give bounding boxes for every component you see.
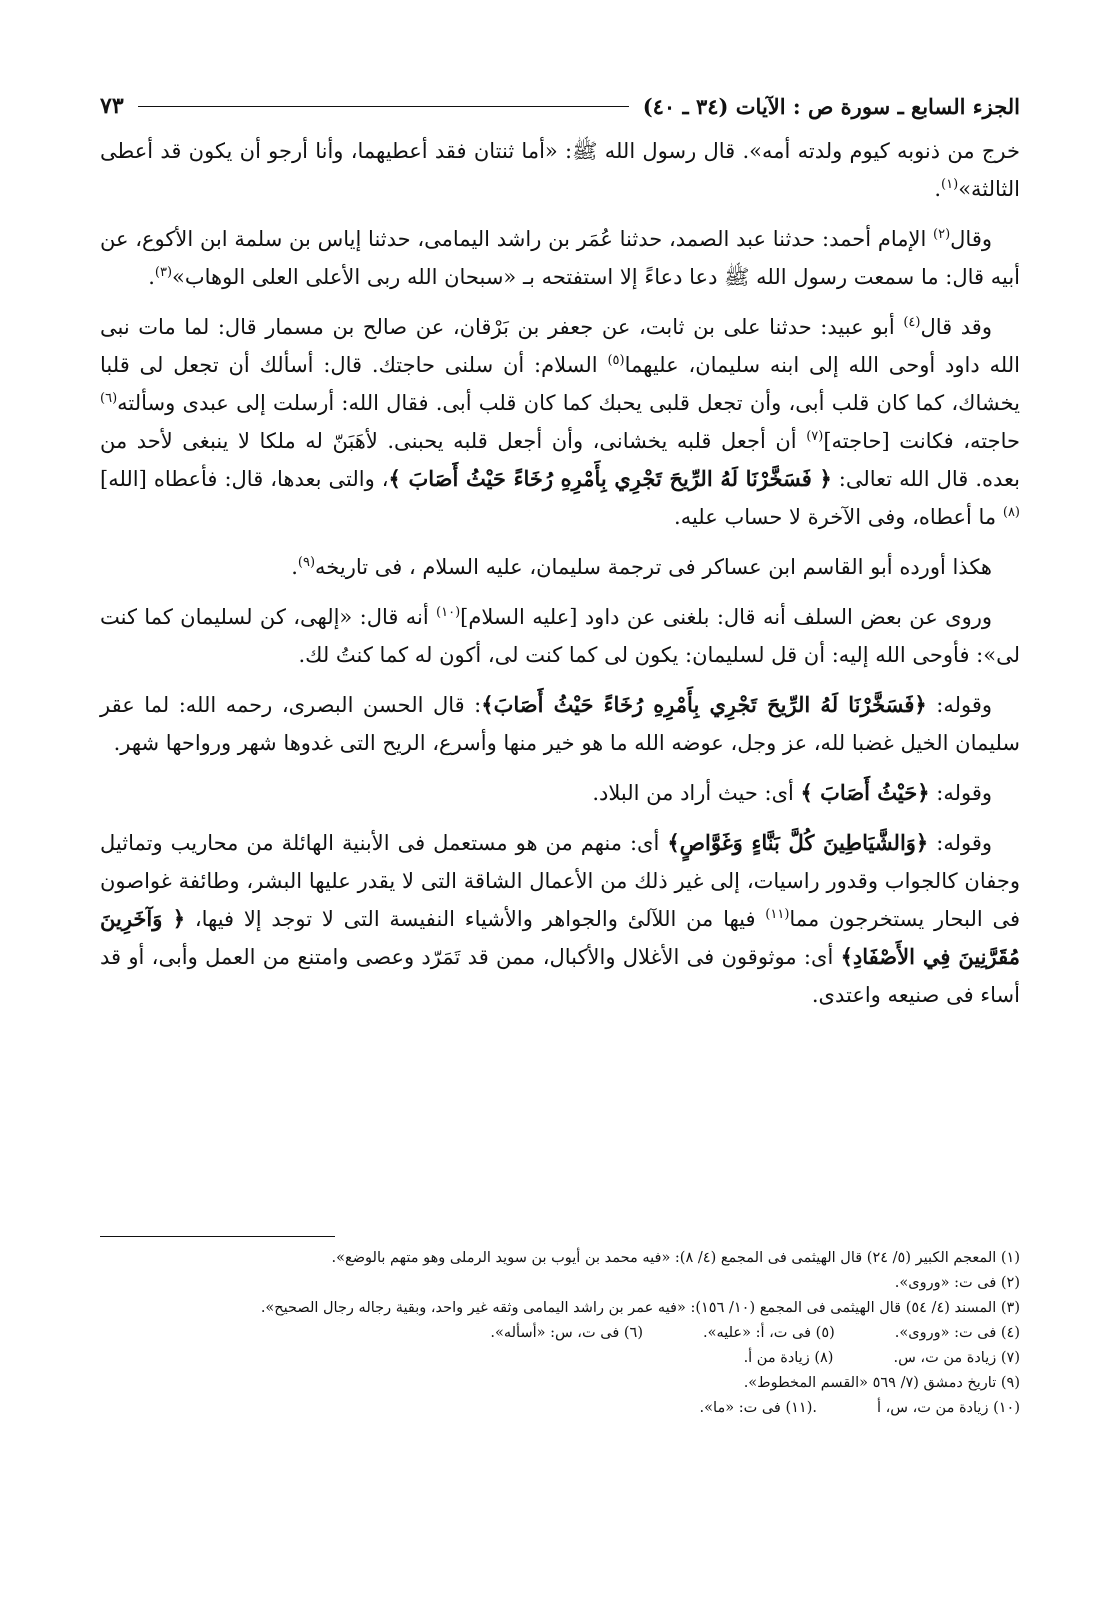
page-number: ٧٣ bbox=[100, 93, 124, 119]
text-segment: وقوله: bbox=[929, 781, 992, 805]
footnote-ref: (٧) bbox=[806, 429, 824, 444]
paragraph bbox=[100, 774, 1020, 812]
footnote-ref: (١٠) bbox=[436, 605, 461, 620]
body-text bbox=[100, 132, 1020, 1014]
footnote-ref: (٦) bbox=[100, 391, 118, 406]
footnote-5: (٥) فى ت، أ: «عليه». bbox=[703, 1325, 835, 1341]
footnote-8: (٨) زيادة من أ. bbox=[743, 1350, 834, 1366]
paragraph bbox=[100, 686, 1020, 762]
footnote-row-4-6 bbox=[100, 1321, 1020, 1346]
text-segment: وروى عن بعض السلف أنه قال: بلغنى عن داود [عليه السلام] bbox=[460, 605, 993, 629]
footnote-ref: (١١) bbox=[765, 907, 790, 922]
book-page bbox=[100, 86, 1020, 1566]
footnote-11: .(١١) فى ت: «ما». bbox=[699, 1400, 817, 1416]
text-segment: أبو عبيد: حدثنا على بن ثابت، عن جعفر بن بَرْقان، عن صالح بن مسمار قال: لما مات نبى الله داود أوحى الله إلى ابنه سليمان، عليهما bbox=[100, 315, 1020, 377]
footnote-2: (٢) فى ت: «وروى». bbox=[894, 1275, 1020, 1291]
footnote-6: (٦) فى ت، س: «أسأله». bbox=[490, 1325, 643, 1341]
paragraph bbox=[100, 824, 1020, 1014]
text-segment: . bbox=[148, 265, 155, 289]
quran-quote: ﴿وَالشَّيَاطِينَ كُلَّ بَنَّاءٍ وَغَوَّاصٍ﴾ bbox=[667, 830, 929, 855]
footnote-7: (٧) زيادة من ت، س. bbox=[893, 1350, 1020, 1366]
footnote-ref: (٢) bbox=[933, 227, 951, 242]
footnote-ref: (٥) bbox=[607, 353, 625, 368]
text-segment: : قال الحسن البصرى، رحمه الله: لما عقر سليمان الخيل غضبا لله، عز وجل، عوضه الله ما هو خير منها وأسرع، الريح التى غدوها شهر ورواحها شهر. bbox=[100, 693, 1020, 755]
quran-quote: ﴿حَيْثُ أَصَابَ ﴾ bbox=[800, 780, 930, 805]
footnote-10: (١٠) زيادة من ت، س، أ bbox=[876, 1400, 1020, 1416]
text-segment: فيها من اللآلئ والجواهر والأشياء النفيسة التى لا توجد إلا فيها، bbox=[185, 907, 766, 931]
header-rule bbox=[138, 106, 629, 107]
text-segment: وقوله: bbox=[928, 831, 993, 855]
quran-quote: ﴿فَسَخَّرْنَا لَهُ الرِّيحَ تَجْرِي بِأَمْرِهِ رُخَاءً حَيْثُ أَصَابَ﴾ bbox=[481, 692, 927, 717]
footnote-ref: (١) bbox=[941, 177, 959, 192]
text-segment: وقد قال bbox=[920, 315, 992, 339]
text-segment: أى: موثوقون فى الأغلال والأكبال، ممن قد تَمَرّد وعصى وامتنع من العمل وأبى، أو قد أساء فى صنيعه واعتدى. bbox=[100, 945, 1020, 1007]
paragraph bbox=[100, 548, 1020, 586]
text-segment: أن أجعل قلبه يخشانى، وأن أجعل قلبه يحبنى. لأهَبَنّ له ملكا لا ينبغى لأحد من بعده. قال الله تعالى: bbox=[100, 429, 1020, 491]
footnote-ref: (٣) bbox=[154, 265, 173, 280]
text-segment: أنه قال: «إلهى، كن لسليمان كما كنت لى»: فأوحى الله إليه: أن قل لسليمان: يكون لى كما كنت لى، أكون له كما كنتُ لك. bbox=[100, 605, 1020, 667]
text-segment: حاجته، فكانت [حاجته] bbox=[823, 429, 1020, 453]
footnote-3: (٣) المسند (٤/ ٥٤) قال الهيثمى فى المجمع (١٠/ ١٥٦): «فيه عمر بن راشد اليمامى وثقه غير واحد، وبقية رجاله رجال الصحيح». bbox=[260, 1300, 1020, 1316]
footnote-1: (١) المعجم الكبير (٥/ ٢٤) قال الهيثمى فى المجمع (٤/ ٨): «فيه محمد بن أيوب بن سويد الرملى وهو متهم بالوضع». bbox=[331, 1250, 1020, 1266]
footnote-row-7-8 bbox=[100, 1346, 1020, 1371]
text-segment: وقوله: bbox=[926, 693, 993, 717]
paragraph bbox=[100, 308, 1020, 536]
text-segment: السلام: أن سلنى حاجتك. قال: أسألك أن تجعل لى قلبا يخشاك، كما كان قلب أبى، وأن تجعل قلبى يحبك كما كان قلب أبى. فقال الله: أرسلت إلى عبدى وسألته bbox=[100, 353, 1020, 415]
text-segment: . bbox=[291, 555, 298, 579]
footnote-9: (٩) تاريخ دمشق (٧/ ٥٦٩ «القسم المخطوط». bbox=[743, 1375, 1020, 1391]
quran-quote: ﴿ وَآخَرِينَ مُقَرَّنِينَ فِي الأَصْفَادِ﴾ bbox=[100, 906, 1020, 969]
paragraph bbox=[100, 132, 1020, 208]
text-segment: ما أعطاه، وفى الآخرة لا حساب عليه. bbox=[674, 505, 1003, 529]
paragraph bbox=[100, 598, 1020, 674]
footnote-row-10-11 bbox=[100, 1396, 1020, 1421]
footnote-ref: (٨) bbox=[1002, 505, 1020, 520]
paragraph bbox=[100, 220, 1020, 296]
footnote-4: (٤) فى ت: «وروى». bbox=[894, 1325, 1020, 1341]
text-segment: وقال bbox=[950, 227, 992, 251]
footnotes bbox=[100, 1246, 1020, 1421]
footnote-ref: (٩) bbox=[297, 555, 316, 570]
footnote-separator bbox=[100, 1236, 335, 1237]
text-segment: ، والتى بعدها، قال: فأعطاه [الله] bbox=[100, 467, 389, 491]
text-segment: هكذا أورده أبو القاسم ابن عساكر فى ترجمة سليمان، عليه السلام ، فى تاريخه bbox=[315, 555, 992, 579]
text-segment: . bbox=[934, 177, 942, 201]
text-segment: خرج من ذنوبه كيوم ولدته أمه». قال رسول الله ﷺ: «أما ثنتان فقد أعطيهما، وأنا أرجو أن يكون قد أعطى الثالثة» bbox=[100, 139, 1020, 201]
text-segment: أى: حيث أراد من البلاد. bbox=[592, 781, 801, 805]
text-segment: الإمام أحمد: حدثنا عبد الصمد، حدثنا عُمَر بن راشد اليمامى، حدثنا إياس بن سلمة ابن الأكوع، عن أبيه قال: ما سمعت رسول الله ﷺ دعا دعاءً إلا استفتحه بـ «سبحان الله ربى الأعلى العلى الوهاب» bbox=[100, 227, 1020, 289]
running-title: الجزء السابع ـ سورة ص : الآيات (٣٤ ـ ٤٠) bbox=[642, 93, 1020, 119]
footnote-ref: (٤) bbox=[903, 315, 921, 330]
page-header bbox=[100, 86, 1020, 126]
text-segment: أى: منهم من هو مستعمل فى الأبنية الهائلة من محاريب وتماثيل وجفان كالجواب وقدور راسيات، إلى غير ذلك من الأعمال الشاقة التى لا يقدر عليها البشر، وطائفة غواصون فى البحار يستخرجون مما bbox=[100, 831, 1020, 931]
quran-quote: ﴿ فَسَخَّرْنَا لَهُ الرِّيحَ تَجْرِي بِأَمْرِهِ رُخَاءً حَيْثُ أَصَابَ ﴾ bbox=[388, 466, 832, 491]
